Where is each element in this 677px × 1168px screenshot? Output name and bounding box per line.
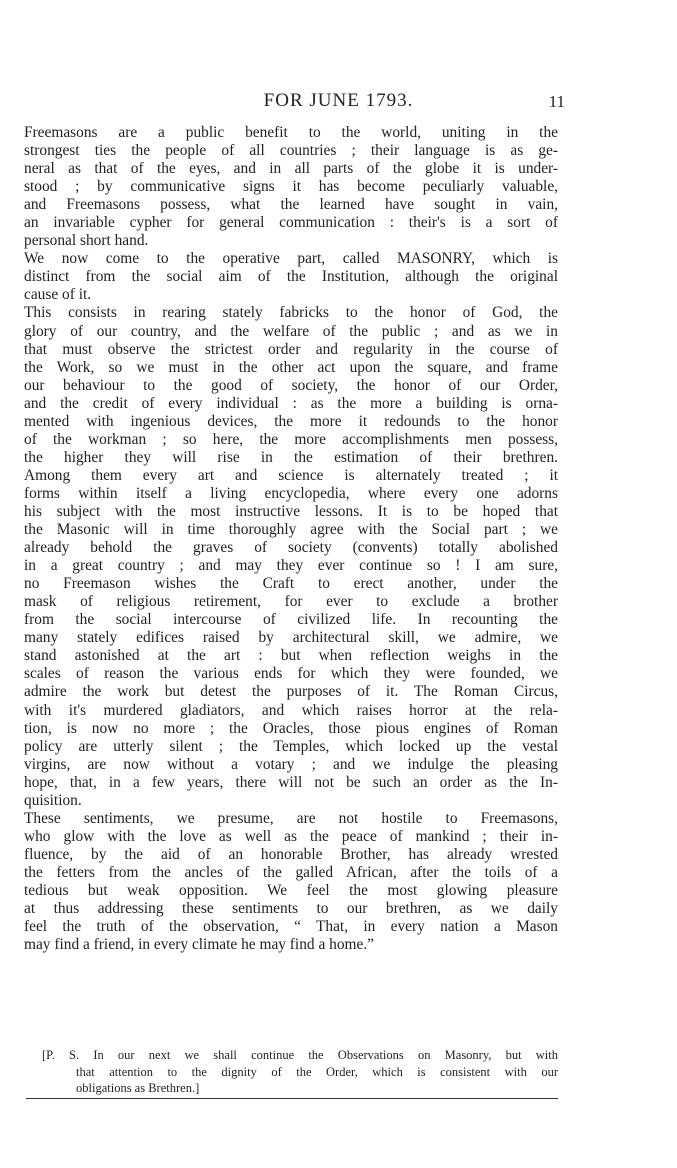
text-line: from the social intercourse of civilized life. In recounting the (24, 611, 558, 629)
text-line: our behaviour to the good of society, the honor of our Order, (24, 376, 558, 394)
running-head (0, 90, 677, 114)
text-line: tedious but weak opposition. We feel the most glowing pleasure (24, 881, 558, 899)
text-line: personal short hand. (24, 232, 149, 250)
text-line: tion, is now no more ; the Oracles, those pious engines of Roman (24, 719, 558, 737)
text-line: policy are utterly silent ; the Temples, which locked up the vestal (24, 737, 558, 755)
page-number: 11 (548, 92, 565, 111)
text-line: fluence, by the aid of an honorable Brother, has already wrested (24, 845, 558, 863)
text-line: may find a friend, in every climate he may find a home.” (24, 936, 375, 954)
text-line: his subject with the most instructive lessons. It is to be hoped that (24, 502, 558, 520)
running-title: FOR JUNE 1793. (263, 90, 414, 111)
postscript-line: obligations as Brethren.] (76, 1081, 200, 1095)
text-line: and Freemasons possess, what the learned have sought in vain, (24, 196, 558, 214)
text-line: mented with ingenious devices, the more it redounds to the honor (24, 412, 558, 430)
text-line: stand astonished at the art : but when reflection weighs in the (24, 647, 558, 665)
text-line: the Masonic will in time thoroughly agree with the Social part ; we (24, 521, 558, 539)
text-line: We now come to the operative part, called MASONRY, which is (24, 250, 558, 268)
text-line: mask of religious retirement, for ever to exclude a brother (24, 593, 558, 611)
text-line: the fetters from the ancles of the galled African, after the toils of a (24, 863, 558, 881)
text-line: admire the work but detest the purposes of it. The Roman Circus, (24, 683, 558, 701)
text-line: that must observe the strictest order and regularity in the course of (24, 340, 558, 358)
body-text (24, 124, 558, 954)
postscript-line: [P. S. In our next we shall continue the Observations on Masonry, but with (42, 1048, 558, 1062)
text-line: feel the truth of the observation, “ That, in every nation a Mason (24, 918, 558, 936)
text-line: the higher they will rise in the estimation of their brethren. (24, 448, 558, 466)
postscript-line: that attention to the dignity of the Order, which is consistent with our (76, 1064, 558, 1079)
text-line: in a great country ; and may they ever continue so ! I am sure, (24, 557, 558, 575)
text-line: no Freemason wishes the Craft to erect another, under the (24, 575, 558, 593)
text-line: with it's murdered gladiators, and which raises horror at the rela- (24, 701, 558, 719)
text-line: Among them every art and science is alternately treated ; it (24, 466, 558, 484)
text-line: already behold the graves of society (convents) totally abolished (24, 539, 558, 557)
text-line: strongest ties the people of all countries ; their language is as ge- (24, 142, 558, 160)
text-line: quisition. (24, 791, 82, 809)
text-line: at thus addressing these sentiments to our brethren, as we daily (24, 900, 558, 918)
text-line: many stately edifices raised by architectural skill, we admire, we (24, 629, 558, 647)
text-line: cause of it. (24, 286, 92, 304)
bottom-rule (26, 1098, 558, 1099)
text-line: Freemasons are a public benefit to the world, uniting in the (24, 124, 558, 141)
text-line: distinct from the social aim of the Institution, although the original (24, 268, 558, 286)
postscript (42, 1047, 558, 1097)
text-line: neral as that of the eyes, and in all parts of the globe it is under- (24, 160, 558, 178)
text-line: This consists in rearing stately fabricks to the honor of God, the (24, 304, 558, 322)
text-line: These sentiments, we presume, are not hostile to Freemasons, (24, 809, 558, 827)
text-line: forms within itself a living encyclopedia, where every one adorns (24, 484, 558, 502)
text-line: who glow with the love as well as the peace of mankind ; their in- (24, 827, 558, 845)
text-line: stood ; by communicative signs it has become peculiarly valuable, (24, 178, 558, 196)
text-line: glory of our country, and the welfare of the public ; and as we in (24, 322, 558, 340)
text-line: hope, that, in a few years, there will not be such an order as the In- (24, 773, 558, 791)
text-line: and the credit of every individual : as the more a building is orna- (24, 394, 558, 412)
text-line: the Work, so we must in the other act upon the square, and frame (24, 358, 558, 376)
text-line: scales of reason the various ends for which they were founded, we (24, 665, 558, 683)
text-line: virgins, are now without a votary ; and we indulge the pleasing (24, 755, 558, 773)
text-line: of the workman ; so here, the more accomplishments men possess, (24, 430, 558, 448)
text-line: an invariable cypher for general communication : their's is a sort of (24, 214, 558, 232)
